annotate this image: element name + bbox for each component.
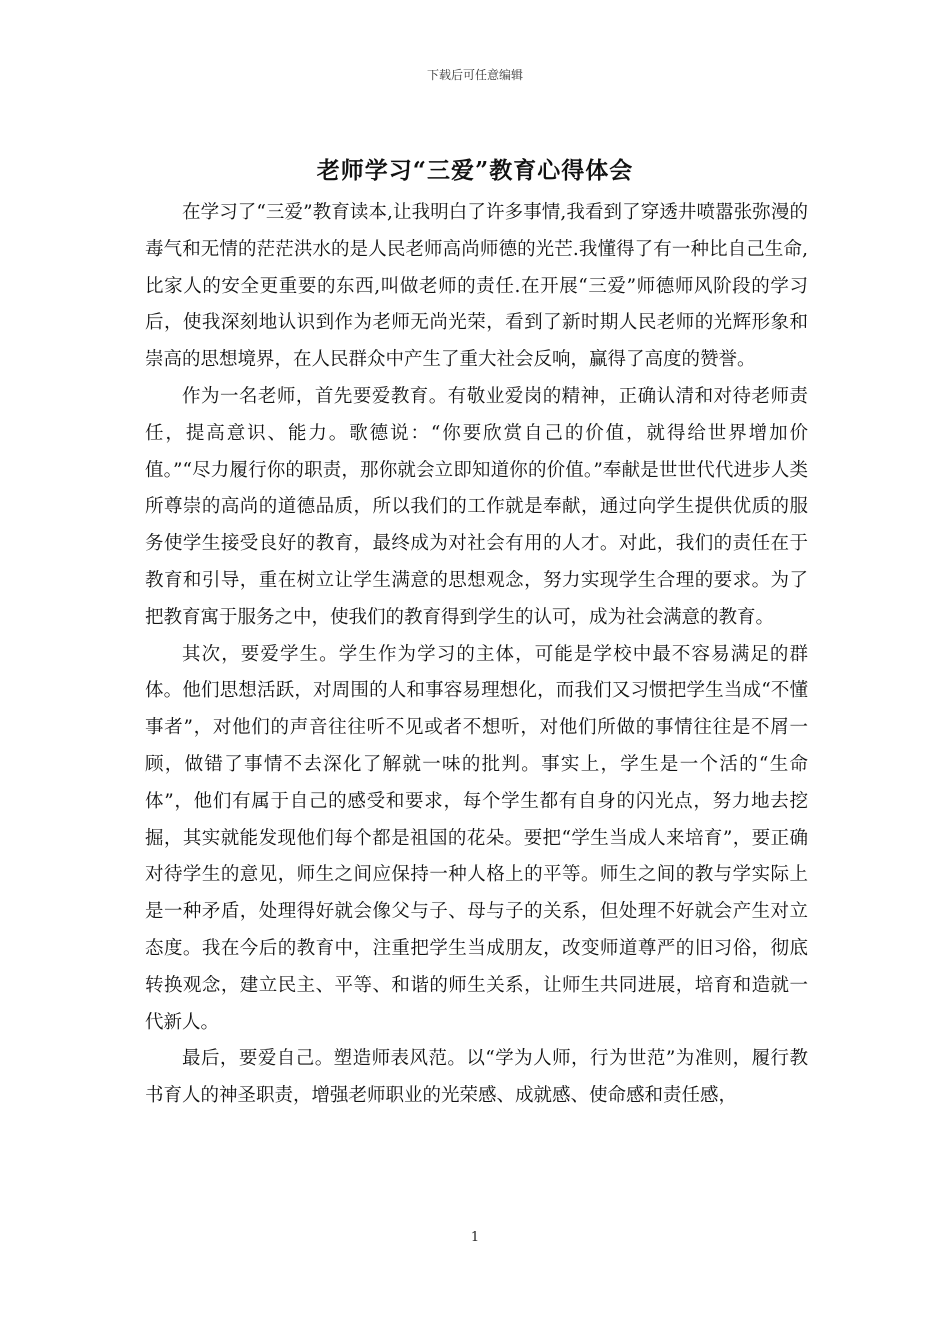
paragraph-2: 作为一名老师，首先要爱教育。有敬业爱岗的精神，正确认清和对待老师责任，提高意识、能力。歌德说：“你要欣赏自己的价值，就得给世界增加价值。”“尽力履行你的职责，那你就会立即知道你的价值。”奉献是世世代代进步人类所尊崇的高尚的道德品质，所以我们的工作就是奉献，通过向学生提供优质的服务使学生接受良好的教育，最终成为对社会有用的人才。对此，我们的责任在于教育和引导，重在树立让学生满意的思想观念，努力实现学生合理的要求。为了把教育寓于服务之中，使我们的教育得到学生的认可，成为社会满意的教育。 <box>145 385 808 628</box>
document-body <box>145 195 808 1115</box>
paragraph-3: 其次，要爱学生。学生作为学习的主体，可能是学校中最不容易满足的群体。他们思想活跃，对周围的人和事容易理想化，而我们又习惯把学生当成“不懂事者”，对他们的声音往往听不见或者不想听，对他们所做的事情往往是不屑一顾，做错了事情不去深化了解就一味的批判。事实上，学生是一个活的“生命体”，他们有属于自己的感受和要求，每个学生都有自身的闪光点，努力地去挖掘，其实就能发现他们每个都是祖国的花朵。要把“学生当成人来培育”，要正确对待学生的意见，师生之间应保持一种人格上的平等。师生之间的教与学实际上是一种矛盾，处理得好就会像父与子、母与子的关系，但处理不好就会产生对立态度。我在今后的教育中，注重把学生当成朋友，改变师道尊严的旧习俗，彻底转换观念，建立民主、平等、和谐的师生关系，让师生共同进展，培育和造就一代新人。 <box>145 643 808 1033</box>
paragraph-1: 在学习了“三爱”教育读本,让我明白了许多事情,我看到了穿透井喷嚣张弥漫的毒气和无情的茫茫洪水的是人民老师高尚师德的光芒.我懂得了有一种比自己生命,比家人的安全更重要的东西,叫做老师的责任.在开展“三爱”师德师风阶段的学习后，使我深刻地认识到作为老师无尚光荣，看到了新时期人民老师的光辉形象和崇高的思想境界，在人民群众中产生了重大社会反响，赢得了高度的赞誉。 <box>145 202 808 371</box>
document-title: 老师学习“三爱”教育心得体会 <box>316 157 634 184</box>
header-note: 下载后可任意编辑 <box>426 68 523 82</box>
paragraph-4: 最后，要爱自己。塑造师表风范。以“学为人师，行为世范”为准则，履行教书育人的神圣职责，增强老师职业的光荣感、成就感、使命感和责任感， <box>145 1048 808 1107</box>
page-number: 1 <box>470 1230 480 1245</box>
